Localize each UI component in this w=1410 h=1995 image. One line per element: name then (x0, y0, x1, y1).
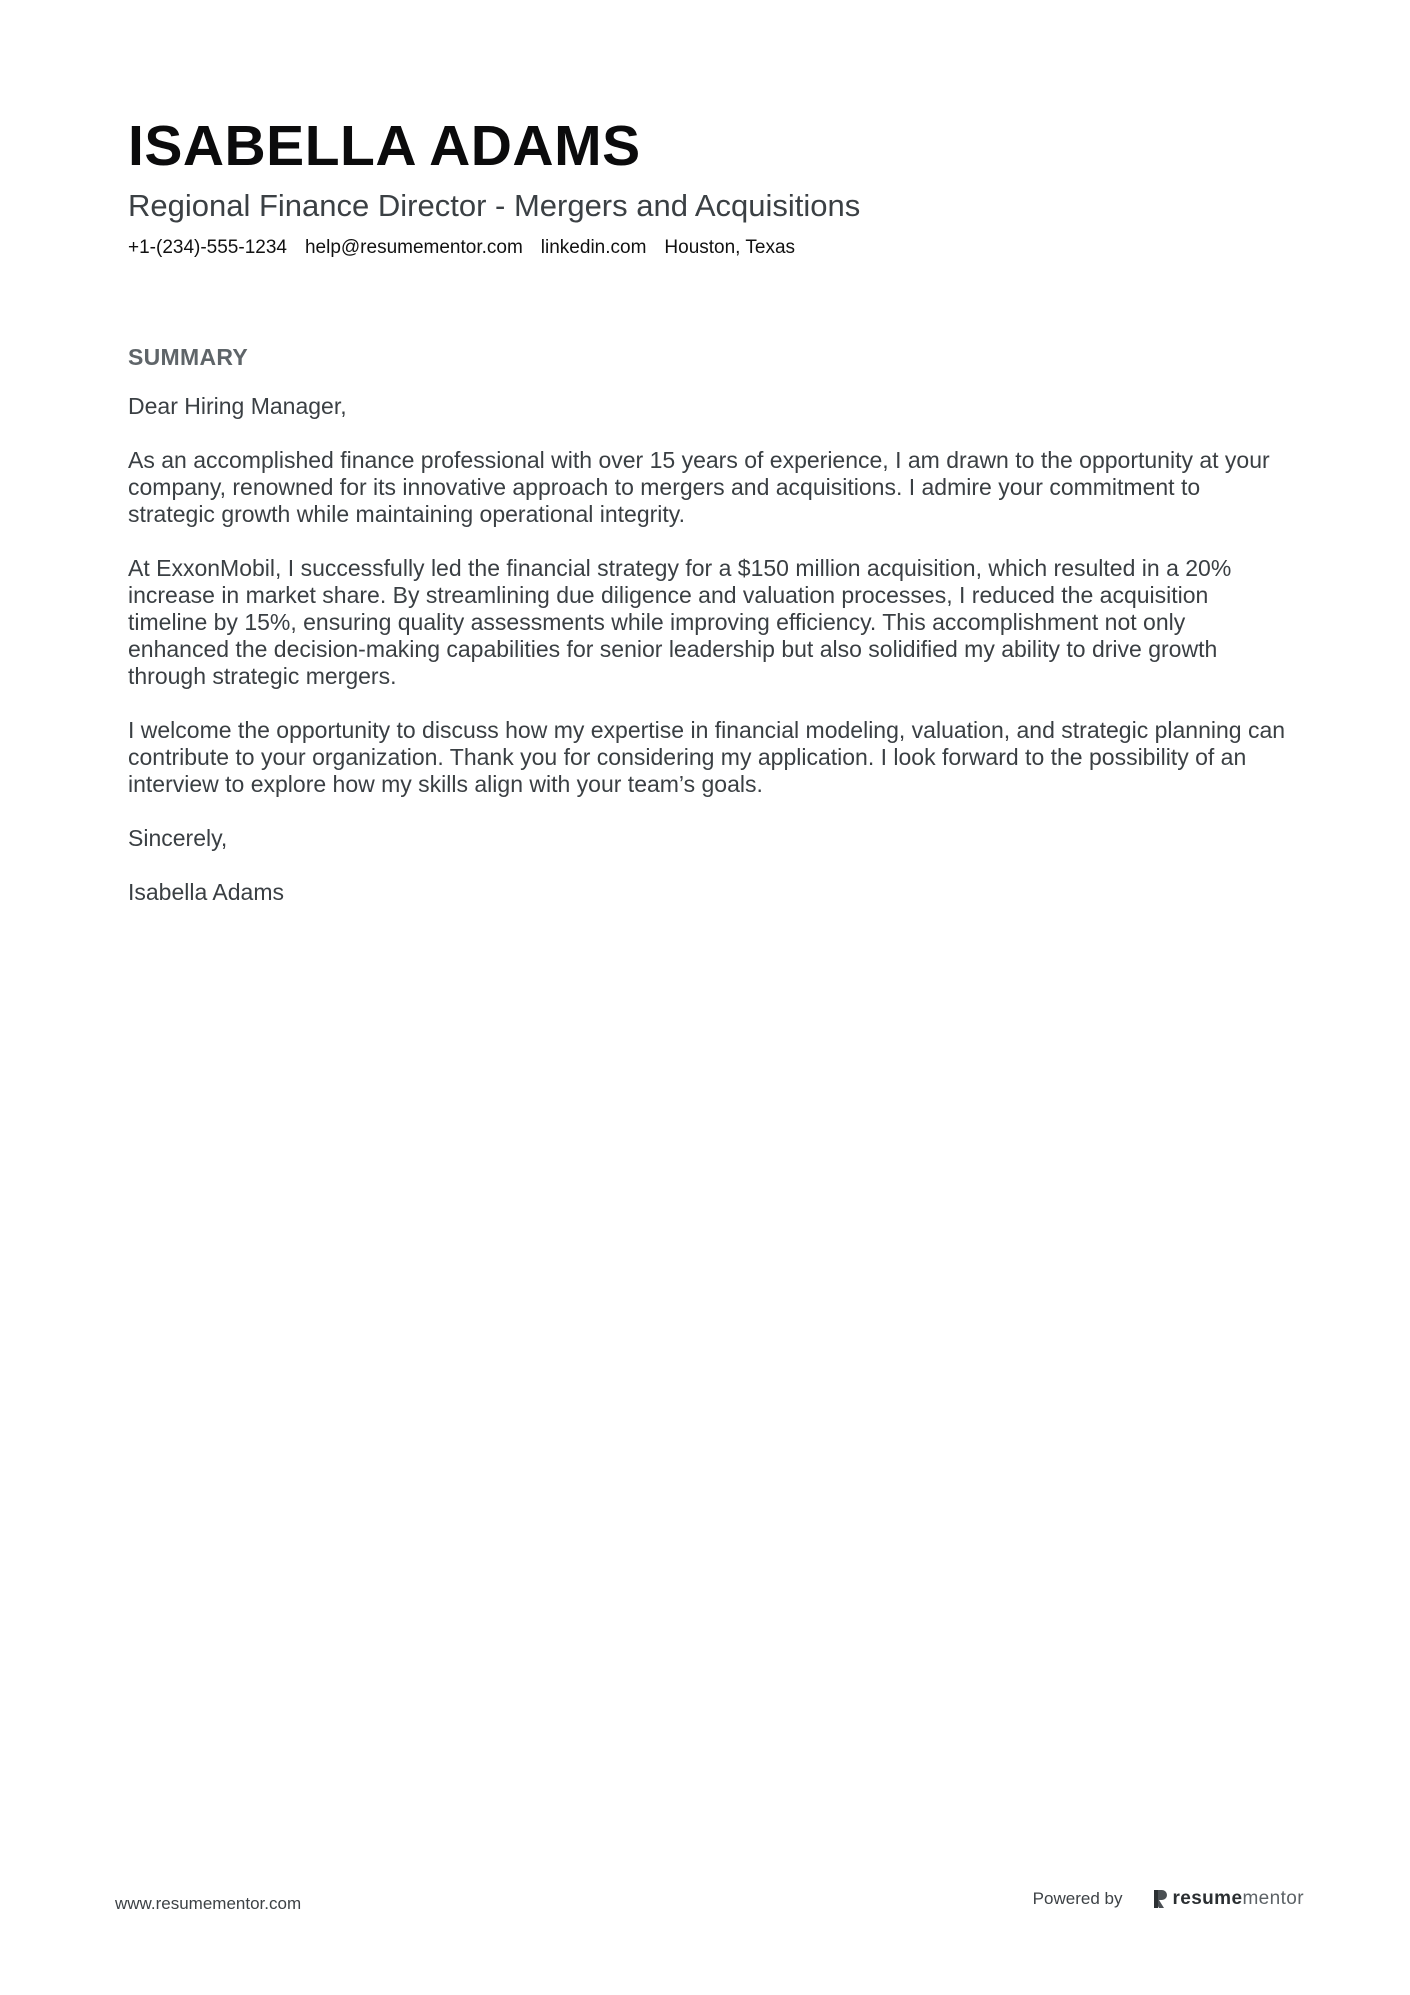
footer-branding (1033, 1888, 1304, 1910)
closing: Sincerely, (128, 825, 228, 851)
candidate-name: ISABELLA ADAMS (128, 114, 641, 178)
section-heading: SUMMARY (128, 344, 249, 370)
brand-logo[interactable] (1152, 1888, 1304, 1910)
contact-email[interactable]: help@resumementor.com (304, 237, 523, 258)
footer-website[interactable]: www.resumementor.com (115, 1894, 302, 1913)
signature: Isabella Adams (128, 879, 284, 905)
body-paragraph: I welcome the opportunity to discuss how my expertise in financial modeling, valuation, and strategic planning can contribute to your organization. Thank you for considering my application. I look forward to the possibility of an interview to explore how my skills align with your team’s goals. (128, 717, 1286, 797)
job-title: Regional Finance Director - Mergers and Acquisitions (128, 188, 861, 223)
brand-wordmark-light: mentor (1242, 1888, 1304, 1909)
body-paragraph: At ExxonMobil, I successfully led the financial strategy for a $150 million acquisition, which resulted in a 20% increase in market share. By streamlining due diligence and valuation processes, I reduced the acquisition timeline by 15%, ensuring quality assessments while improving efficiency. This accomplishment not only enhanced the decision-making capabilities for senior leadership but also solidified my ability to drive growth through strategic mergers. (128, 555, 1232, 689)
powered-by-label: Powered by (1032, 1889, 1123, 1908)
brand-wordmark (1172, 1888, 1304, 1910)
summary-section (128, 342, 1288, 933)
contact-info (128, 236, 1288, 260)
resumementor-logo-icon (1152, 1889, 1168, 1909)
salutation: Dear Hiring Manager, (128, 393, 347, 419)
brand-wordmark-strong: resume (1172, 1888, 1243, 1909)
body-paragraph: As an accomplished finance professional with over 15 years of experience, I am drawn to the opportunity at your company, renowned for its innovative approach to mergers and acquisitions. I admire your commitment to strategic growth while maintaining operational integrity. (128, 447, 1270, 527)
contact-linkedin[interactable]: linkedin.com (540, 237, 647, 258)
contact-location: Houston, Texas (664, 237, 796, 258)
contact-phone: +1-(234)-555-1234 (128, 237, 287, 258)
header (128, 112, 1288, 260)
